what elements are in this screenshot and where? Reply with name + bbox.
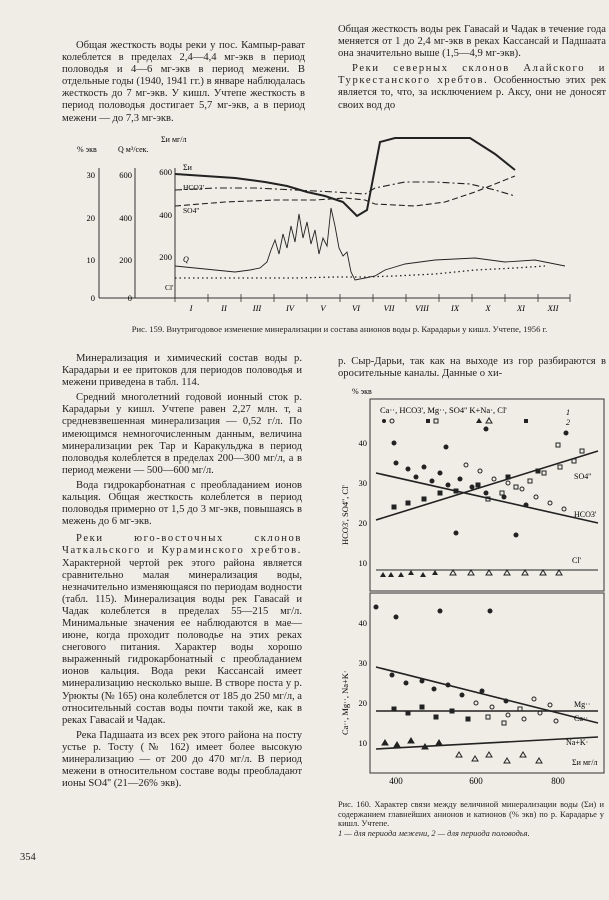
tick-label: 600 — [159, 167, 172, 177]
legend-mark: 2 — [566, 418, 570, 427]
series-label-so4: SO4'' — [574, 472, 592, 481]
hco3-trend-line — [376, 473, 598, 523]
figure-160 — [336, 385, 608, 800]
top-unit-label: % экв — [352, 387, 372, 396]
q-ticks — [119, 170, 132, 303]
top-left-text — [62, 40, 305, 128]
curve-label-cl: Cl' — [165, 283, 174, 292]
lower-scatter-open — [456, 697, 558, 763]
month-label: VIII — [415, 303, 429, 313]
section-heading: Реки юго-восточных склонов Чаткальского и Кураминского хребтов. — [62, 533, 302, 557]
right-intro — [338, 356, 606, 383]
paragraph: Минерализация и химический состав воды р. Карадарьи и ее притоков для периодов половодья и межени приведена в табл. 114. — [62, 353, 302, 389]
figure-159-caption: Рис. 159. Внутригодовое изменение минерализации и состава анионов воды р. Карадарьи у кишл. Учтепе, 1956 г. — [131, 324, 548, 334]
pct-ticks — [87, 170, 96, 303]
series-label-cl: Cl' — [572, 556, 581, 565]
tick-label: 600 — [119, 170, 132, 180]
tick-label: 20 — [358, 518, 367, 528]
paragraph-text: Характерной чертой рек этого района является сравнительно малая минерализация воды, незначительно изменяющаяся по периодам водности (табл. 115). Минерализация воды рек Гавасай и Чадак колеблется в пределах 55—215 мг/л. Минимальные значения ее наблюдаются в мае—июне, когда проходит половодье на этих реках снегового питания. Характер воды хорошо выраженный гидрокарбонатный с преобладанием ионов кальция. Вода реки Кассансай имеет минерализацию несколько выше. В створе поста у р. Урюкты (№ 165) она колеблется от 185 до 250 мг/л, а относительный состав воды почти такой же, как в реках Гавасай и Чадак. — [62, 557, 302, 726]
tick-label: 20 — [86, 213, 95, 223]
series-label-nak: Na+K· — [566, 738, 589, 747]
paragraph: Общая жесткость воды рек Гавасай и Чадак в течение года меняется от 1 до 2,4 мг-экв в реках Кассансай и Падшаата она значительно выше (1,5—4,9 мг-экв). — [338, 24, 606, 60]
month-label: XII — [547, 303, 559, 313]
legend-symbols — [382, 418, 528, 423]
paragraph: Средний многолетний годовой ионный сток р. Карадарьи у кишл. Учтепе равен 2,27 млн. т, а средневзвешенная минерализация — 0,52 г/л. По имеющимся немногочисленным данным, величина минерализации рек Тар и Каракульджа в период половодья колеблется в пределах 200—300 мг/л, а в период межени — 500—600 мг/л. — [62, 392, 302, 476]
series-label-mg: Mg·· — [574, 700, 591, 709]
figure-159 — [75, 130, 575, 330]
tick-label: 10 — [358, 738, 367, 748]
caption-legend: 1 — для периода межени, 2 — для периода половодья. — [338, 828, 530, 838]
curve-label-so4: SO4'' — [183, 206, 200, 215]
upper-y-axis-label: HCO3', SO4'', Cl' — [340, 485, 350, 545]
section-heading: Реки северных склонов Алайского и Туркестанского хребтов. — [338, 63, 606, 87]
paragraph: Вода гидрокарбонатная с преобладанием ионов кальция. Общая жесткость колеблется в период половодья примерно от 1,5 до 3 мг-экв, повышаясь в межень до 6 мг-экв. — [62, 479, 302, 528]
axis-label-sigma: Σи мг/л — [161, 135, 187, 144]
tick-label: 10 — [86, 255, 95, 265]
so4-curve — [175, 176, 515, 206]
paragraph-text: Особенностью этих рек является то, что, за исключением р. Аксу, они не доносят своих вод до — [338, 75, 606, 111]
x-unit-label: Σи мг/л — [572, 758, 598, 767]
tick-label: 10 — [358, 558, 367, 568]
caption-text: Рис. 160. Характер связи между величиной минерализации воды (Σи) и содержанием главнейших анионов и катионов (% экв) по р. Карадарье у кишл. Учтепе. — [338, 800, 604, 829]
upper-scatter-open — [464, 443, 584, 511]
sigma-ticks — [159, 167, 172, 262]
month-label: IV — [285, 303, 295, 313]
month-label: XI — [516, 303, 526, 313]
paragraph: р. Сыр-Дарьи, так как на выходе из гор разбираются в оросительные каналы. Данные о хи- — [338, 356, 606, 380]
month-label: VII — [383, 303, 395, 313]
q-curve — [175, 208, 565, 280]
month-label: X — [485, 303, 491, 313]
curve-label-q: Q — [183, 255, 189, 264]
month-labels — [189, 303, 560, 313]
curve-label-sigma: Σи — [183, 163, 192, 172]
paragraph: Река Падшаата из всех рек этого района на посту устье р. Тосту (№ 162) имеет более высокую минерализацию — от 200 до 470 мг/л. В период межени в относительном составе воды преобладают ионы SO4'' (21—26% экв). — [62, 729, 302, 790]
tick-label: 200 — [159, 252, 172, 262]
lower-y-axis-label: Ca··, Mg··, Na+K· — [340, 670, 350, 735]
tick-label: 20 — [358, 698, 367, 708]
paragraph — [338, 63, 606, 111]
tick-label: 0 — [127, 293, 132, 303]
axis-label-q: Q м³/сек. — [118, 145, 149, 154]
figure-160-caption — [338, 800, 604, 838]
lower-scatter — [374, 605, 508, 749]
tick-label: 400 — [389, 776, 403, 786]
curve-label-hco3: HCO3' — [183, 183, 204, 192]
top-right-text — [338, 24, 606, 115]
month-label: IX — [450, 303, 460, 313]
tick-label: 0 — [90, 293, 95, 303]
so4-trend-line — [376, 451, 598, 520]
tick-label: 400 — [159, 210, 172, 220]
tick-label: 600 — [469, 776, 483, 786]
tick-label: 30 — [358, 478, 367, 488]
series-label-hco3: HCO3' — [574, 510, 597, 519]
axis-label-pct: % экв — [77, 145, 97, 154]
paragraph: Общая жесткость воды реки у пос. Кампыр-рават колеблется в пределах 2,4—4,4 мг-экв в период половодья и 4—6 мг-экв в период межени. В отдельные годы (1940, 1941 гг.) в январе наблюдалась жесткость до 7 мг-экв. У кишл. Учтепе жесткость в период половодья достигает 5,7 мг-экв, а в период межени — до 7,3 мг-экв. — [62, 40, 305, 124]
month-label: V — [320, 303, 326, 313]
tick-label: 30 — [358, 658, 367, 668]
page-number: 354 — [20, 852, 36, 863]
legend-text: Ca··, HCO3', Mg··, SO4'' K+Na·, Cl' — [380, 405, 507, 415]
hco3-curve — [175, 182, 515, 196]
tick-label: 400 — [119, 213, 132, 223]
month-label: II — [221, 303, 227, 313]
tick-label: 200 — [119, 255, 132, 265]
tick-label: 800 — [551, 776, 565, 786]
legend-mark: 1 — [566, 408, 570, 417]
tick-label: 40 — [358, 618, 367, 628]
tick-label: 30 — [86, 170, 95, 180]
month-label: I — [189, 303, 193, 313]
sigma-curve — [175, 138, 515, 216]
left-column — [62, 353, 302, 793]
cl-points — [380, 570, 562, 577]
series-label-ca: Ca·· — [574, 714, 589, 723]
tick-label: 40 — [358, 438, 367, 448]
paragraph — [62, 533, 302, 727]
month-label: III — [252, 303, 262, 313]
month-label: VI — [351, 303, 361, 313]
